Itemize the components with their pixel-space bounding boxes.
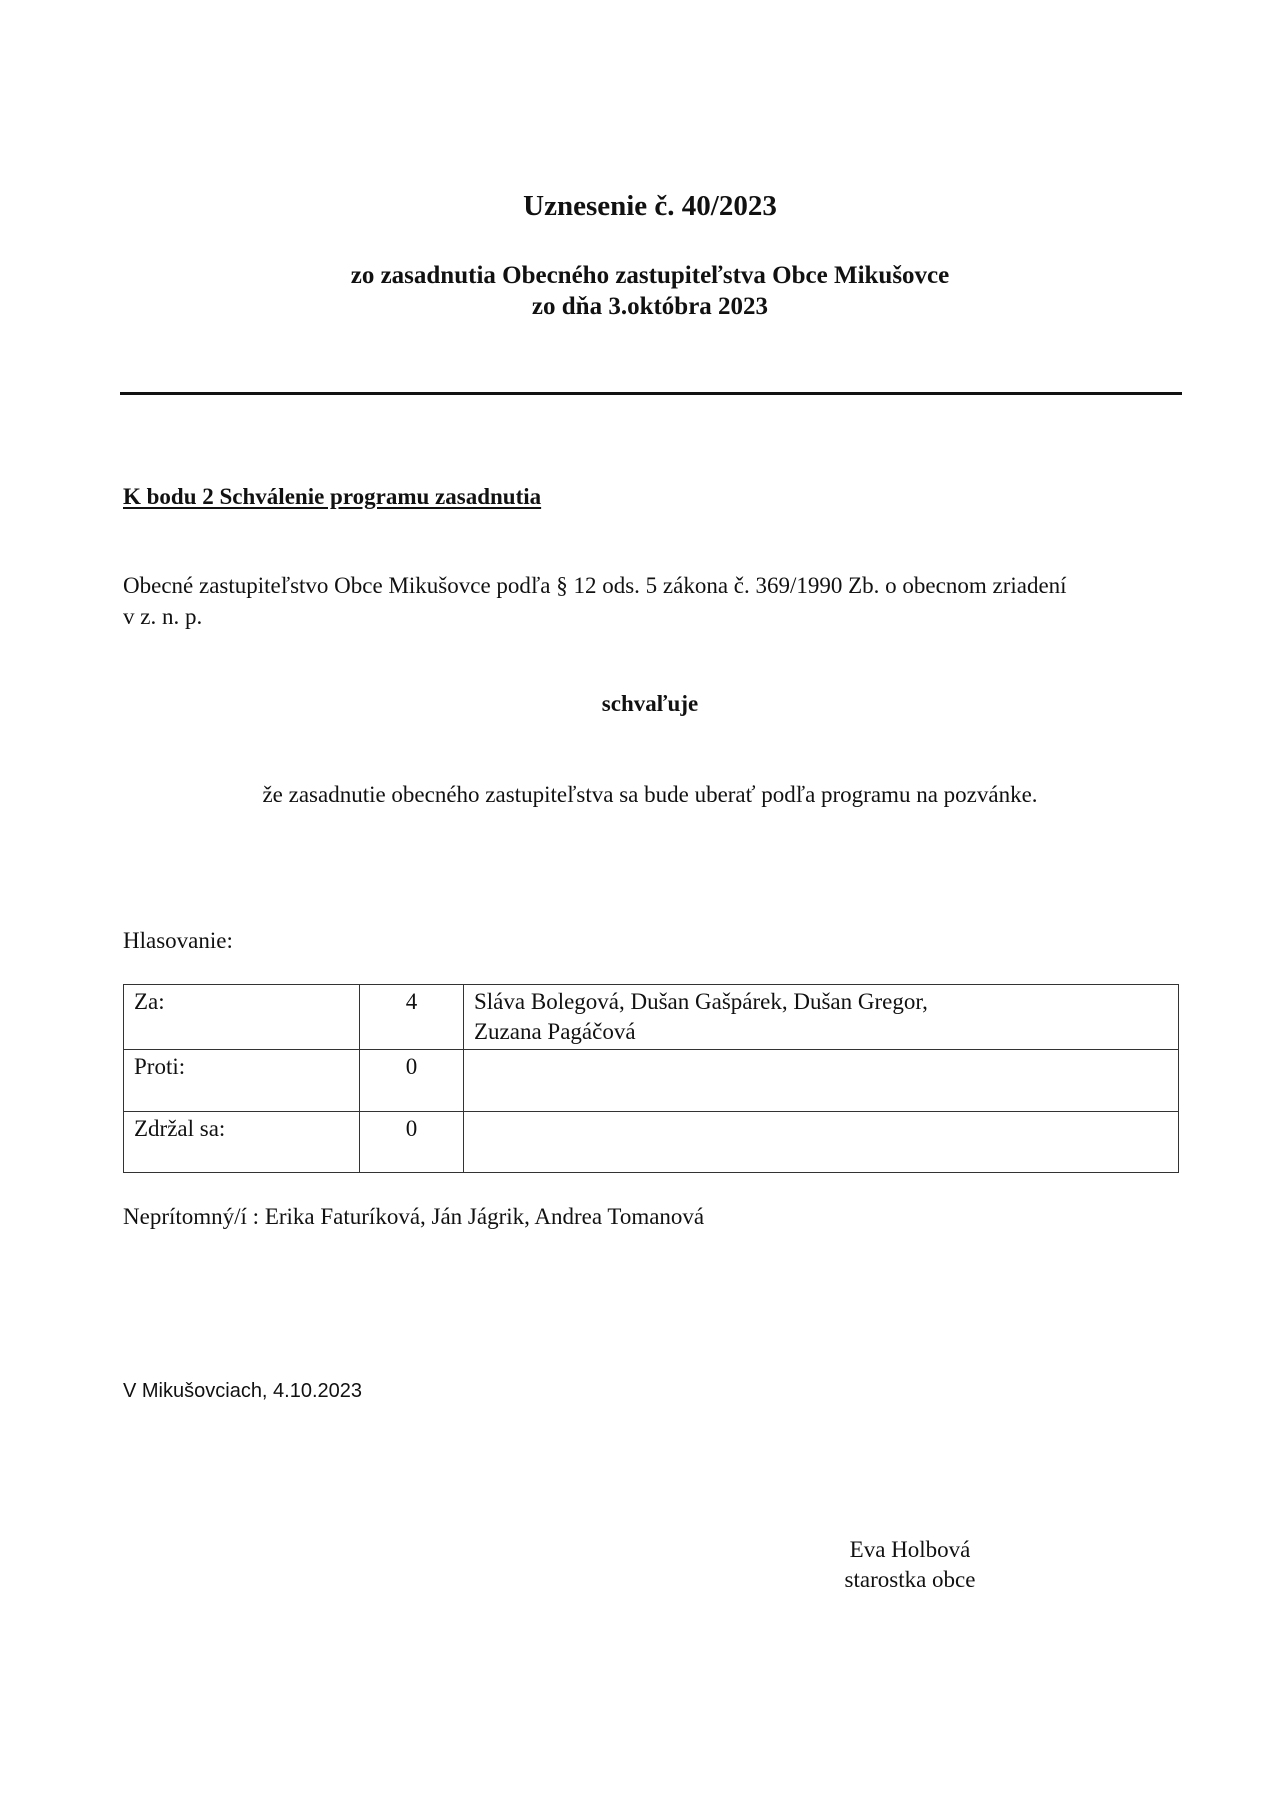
vote-option-label: Za:: [124, 985, 360, 1050]
vote-count: 0: [360, 1112, 464, 1173]
legal-basis-line1: Obecné zastupiteľstvo Obce Mikušovce podľa § 12 ods. 5 zákona č. 369/1990 Zb. o obecnom zriadení: [123, 573, 1067, 598]
meeting-subtitle: zo zasadnutia Obecného zastupiteľstva Obce Mikušovce: [350, 262, 950, 289]
agenda-item-heading: K bodu 2 Schválenie programu zasadnutia: [123, 484, 542, 509]
vote-option-label: Proti:: [124, 1050, 360, 1112]
decision-verb: schvaľuje: [601, 691, 699, 716]
voter-names: [464, 1112, 1179, 1173]
signatory-name: Eva Holbová: [849, 1537, 971, 1562]
place-and-date: V Mikušovciach, 4.10.2023: [123, 1380, 363, 1402]
resolution-title: Uznesenie č. 40/2023: [523, 190, 777, 222]
voting-table: [123, 984, 1179, 1173]
voter-names: [464, 1050, 1179, 1112]
legal-basis-line2: v z. n. p.: [123, 604, 203, 629]
absent-members: Neprítomný/í : Erika Faturíková, Ján Jágrik, Andrea Tomanová: [123, 1204, 705, 1229]
meeting-date: zo dňa 3.októbra 2023: [531, 293, 769, 320]
signatory-role: starostka obce: [844, 1567, 976, 1592]
vote-count: 4: [360, 985, 464, 1050]
table-row: [124, 1112, 1179, 1173]
table-row: [124, 985, 1179, 1050]
resolution-text: že zasadnutie obecného zastupiteľstva sa bude uberať podľa programu na pozvánke.: [262, 782, 1038, 807]
voter-names: [464, 985, 1179, 1050]
vote-count: 0: [360, 1050, 464, 1112]
voter-names-line: Zuzana Pagáčová: [474, 1019, 636, 1044]
voting-label: Hlasovanie:: [123, 928, 233, 953]
voter-names-line: Sláva Bolegová, Dušan Gašpárek, Dušan Gregor,: [474, 989, 928, 1014]
header-divider: [120, 392, 1182, 395]
table-row: [124, 1050, 1179, 1112]
vote-option-label: Zdržal sa:: [124, 1112, 360, 1173]
